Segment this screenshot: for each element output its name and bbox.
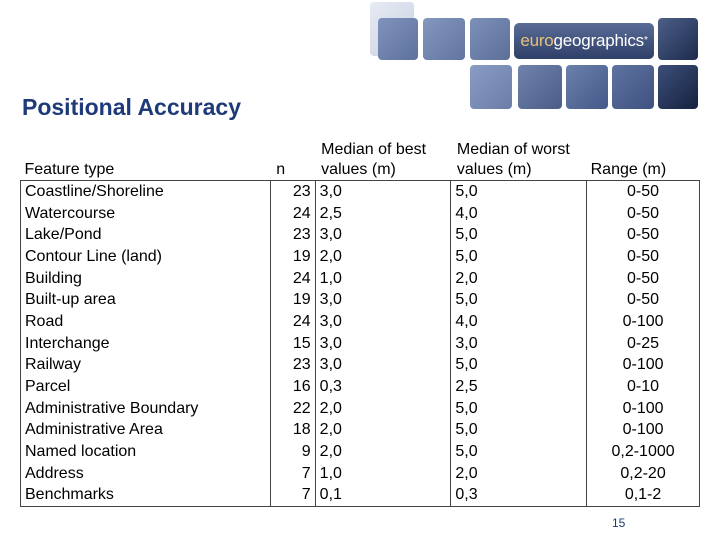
cell-median-worst: 5,0 <box>451 224 587 246</box>
page-title: Positional Accuracy <box>22 94 242 120</box>
cell-range: 0-100 <box>587 311 700 333</box>
cell-feature-type: Watercourse <box>21 203 271 225</box>
banner-tile <box>470 18 510 60</box>
header-banner <box>368 0 720 112</box>
cell-range: 0-100 <box>587 355 700 377</box>
logo-text: geographics <box>553 31 644 50</box>
banner-tile <box>518 65 562 109</box>
cell-feature-type: Lake/Pond <box>21 224 271 246</box>
cell-n: 23 <box>270 355 315 377</box>
cell-feature-type: Built-up area <box>21 289 271 311</box>
cell-median-worst: 5,0 <box>451 355 587 377</box>
cell-n: 24 <box>270 203 315 225</box>
cell-n: 9 <box>270 441 315 463</box>
cell-n: 19 <box>270 246 315 268</box>
table-row <box>21 268 700 290</box>
cell-median-best: 1,0 <box>315 463 451 485</box>
table-row <box>21 485 700 507</box>
banner-tile <box>658 65 698 109</box>
page-number: 15 <box>612 516 626 530</box>
logo-prefix: euro <box>520 31 554 50</box>
cell-median-best: 3,0 <box>315 224 451 246</box>
header-median-worst: Median of worst values (m) <box>456 141 570 178</box>
cell-feature-type: Administrative Area <box>21 420 271 442</box>
cell-median-best: 2,5 <box>315 203 451 225</box>
cell-median-best: 2,0 <box>315 246 451 268</box>
header-feature-type: Feature type <box>24 161 115 178</box>
cell-median-worst: 2,0 <box>451 463 587 485</box>
cell-range: 0-10 <box>587 376 700 398</box>
table-header-row <box>21 136 700 181</box>
cell-n: 16 <box>270 376 315 398</box>
cell-feature-type: Named location <box>21 441 271 463</box>
cell-median-best: 3,0 <box>315 355 451 377</box>
table-row <box>21 463 700 485</box>
cell-median-best: 0,3 <box>315 376 451 398</box>
table-row <box>21 311 700 333</box>
cell-range: 0-50 <box>587 181 700 203</box>
cell-n: 24 <box>270 268 315 290</box>
banner-tile <box>658 18 698 60</box>
cell-range: 0-100 <box>587 420 700 442</box>
cell-range: 0,2-1000 <box>587 441 700 463</box>
cell-median-best: 2,0 <box>315 441 451 463</box>
cell-n: 15 <box>270 333 315 355</box>
table-body <box>21 181 700 507</box>
cell-median-worst: 0,3 <box>451 485 587 507</box>
logo-mark: * <box>643 35 648 46</box>
cell-median-worst: 5,0 <box>451 246 587 268</box>
table-row <box>21 398 700 420</box>
banner-tile <box>566 65 608 109</box>
cell-median-worst: 3,0 <box>451 333 587 355</box>
eurogeographics-logo <box>514 23 654 59</box>
cell-median-best: 2,0 <box>315 420 451 442</box>
cell-median-worst: 5,0 <box>451 420 587 442</box>
cell-median-best: 0,1 <box>315 485 451 507</box>
cell-median-worst: 5,0 <box>451 289 587 311</box>
cell-n: 19 <box>270 289 315 311</box>
cell-range: 0-100 <box>587 398 700 420</box>
table-row <box>21 289 700 311</box>
header-range: Range (m) <box>590 161 667 178</box>
cell-n: 7 <box>270 485 315 507</box>
cell-range: 0,1-2 <box>587 485 700 507</box>
table-row <box>21 181 700 203</box>
cell-feature-type: Contour Line (land) <box>21 246 271 268</box>
cell-feature-type: Interchange <box>21 333 271 355</box>
table-row <box>21 333 700 355</box>
cell-feature-type: Address <box>21 463 271 485</box>
cell-median-best: 3,0 <box>315 289 451 311</box>
cell-range: 0-25 <box>587 333 700 355</box>
cell-n: 24 <box>270 311 315 333</box>
table-row <box>21 376 700 398</box>
table-row <box>21 203 700 225</box>
cell-median-worst: 5,0 <box>451 398 587 420</box>
table-row <box>21 246 700 268</box>
header-n: n <box>276 161 286 178</box>
banner-tile <box>470 65 512 109</box>
cell-n: 7 <box>270 463 315 485</box>
cell-range: 0-50 <box>587 289 700 311</box>
cell-n: 23 <box>270 224 315 246</box>
cell-median-best: 2,0 <box>315 398 451 420</box>
cell-n: 18 <box>270 420 315 442</box>
positional-accuracy-table <box>20 136 700 507</box>
cell-feature-type: Benchmarks <box>21 485 271 507</box>
table-row <box>21 420 700 442</box>
cell-feature-type: Building <box>21 268 271 290</box>
cell-range: 0-50 <box>587 268 700 290</box>
banner-tile <box>612 65 654 109</box>
cell-range: 0-50 <box>587 246 700 268</box>
cell-median-worst: 2,5 <box>451 376 587 398</box>
cell-median-best: 3,0 <box>315 311 451 333</box>
cell-feature-type: Railway <box>21 355 271 377</box>
cell-median-best: 1,0 <box>315 268 451 290</box>
cell-range: 0-50 <box>587 203 700 225</box>
cell-median-worst: 5,0 <box>451 181 587 203</box>
cell-feature-type: Coastline/Shoreline <box>21 181 271 203</box>
cell-median-worst: 4,0 <box>451 311 587 333</box>
cell-n: 23 <box>270 181 315 203</box>
banner-tile <box>378 18 418 60</box>
banner-tile <box>423 18 465 60</box>
cell-feature-type: Administrative Boundary <box>21 398 271 420</box>
cell-range: 0-50 <box>587 224 700 246</box>
cell-feature-type: Road <box>21 311 271 333</box>
header-median-best: Median of best values (m) <box>321 141 427 178</box>
cell-median-worst: 5,0 <box>451 441 587 463</box>
cell-median-best: 3,0 <box>315 333 451 355</box>
cell-n: 22 <box>270 398 315 420</box>
table-row <box>21 441 700 463</box>
cell-median-worst: 4,0 <box>451 203 587 225</box>
cell-feature-type: Parcel <box>21 376 271 398</box>
cell-median-worst: 2,0 <box>451 268 587 290</box>
cell-median-best: 3,0 <box>315 181 451 203</box>
cell-range: 0,2-20 <box>587 463 700 485</box>
table-row <box>21 355 700 377</box>
table-row <box>21 224 700 246</box>
